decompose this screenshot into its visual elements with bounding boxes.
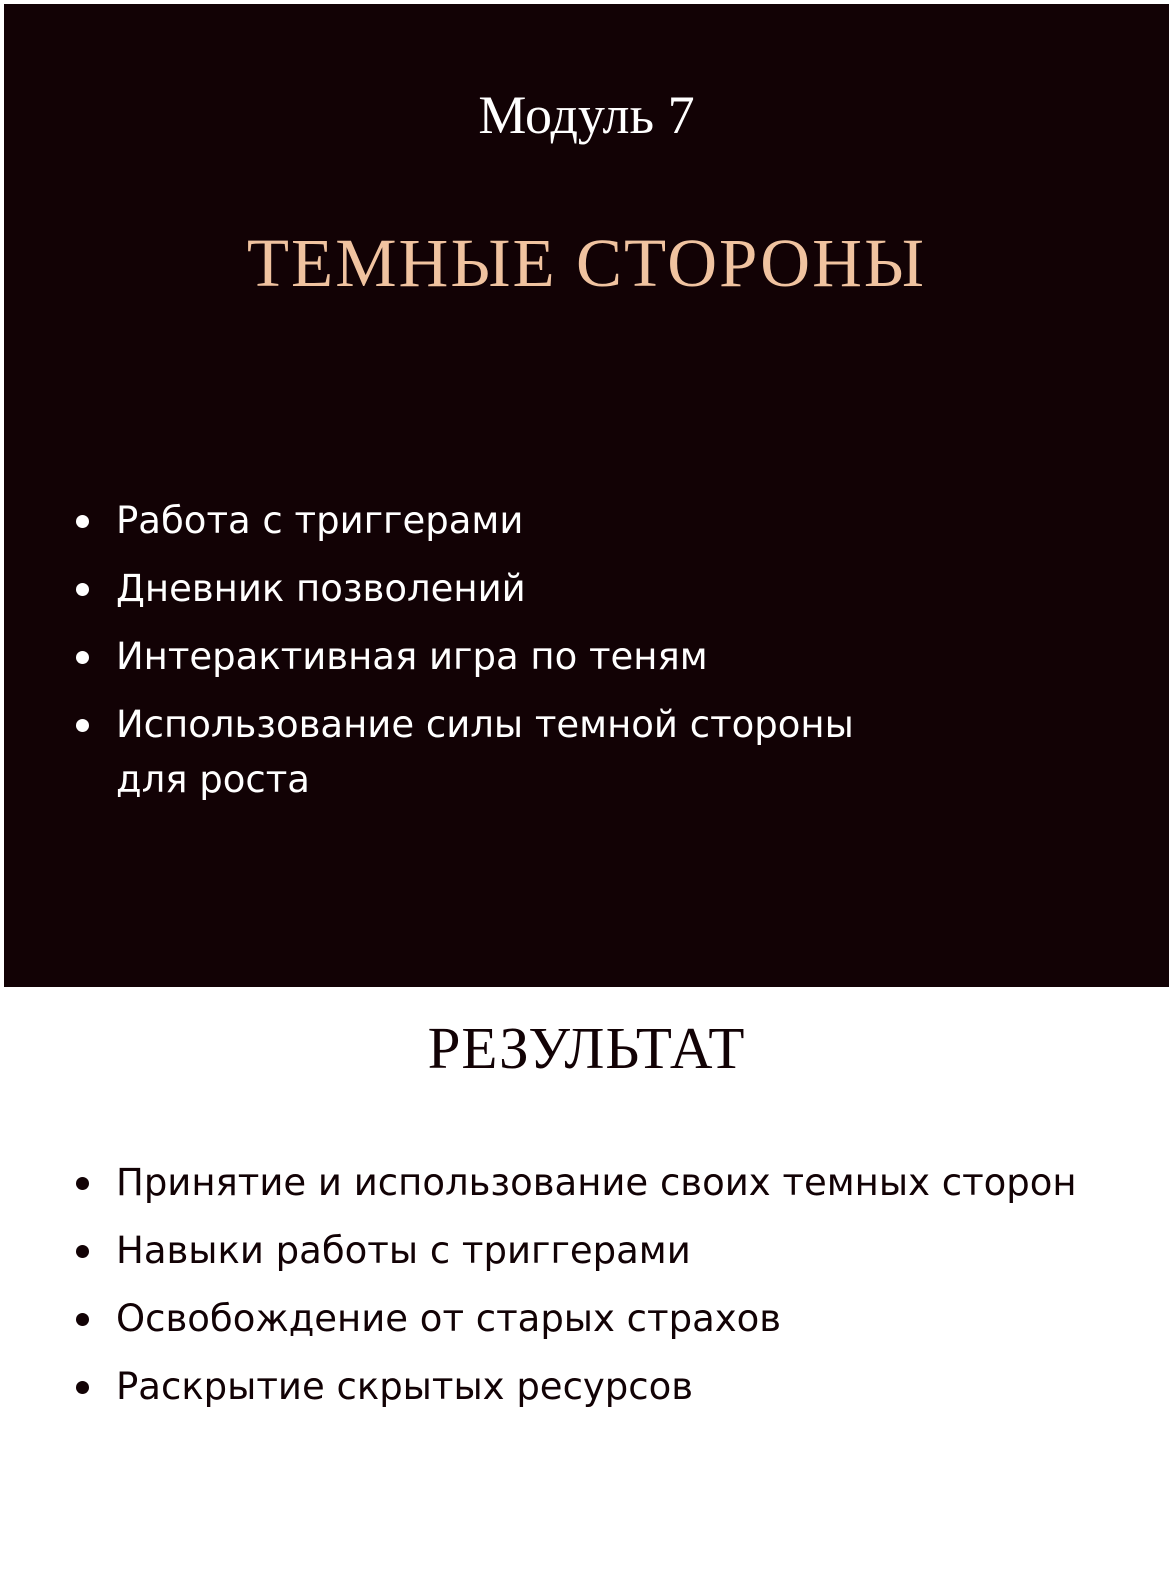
list-item: Раскрытие скрытых ресурсов — [74, 1359, 1134, 1414]
module-title: ТЕМНЫЕ СТОРОНЫ — [246, 225, 927, 301]
list-item: Навыки работы с триггерами — [74, 1223, 1134, 1278]
module-topics-list — [74, 493, 914, 820]
result-title: РЕЗУЛЬТАТ — [427, 1015, 746, 1081]
list-item: Освобождение от старых страхов — [74, 1291, 1134, 1346]
result-list — [74, 1155, 1134, 1427]
list-item: Принятие и использование своих темных сторон — [74, 1155, 1134, 1210]
list-item: Использование силы темной стороны для роста — [74, 697, 914, 807]
list-item: Работа с триггерами — [74, 493, 914, 548]
module-label: Модуль 7 — [478, 85, 695, 145]
list-item: Дневник позволений — [74, 561, 914, 616]
list-item: Интерактивная игра по теням — [74, 629, 914, 684]
